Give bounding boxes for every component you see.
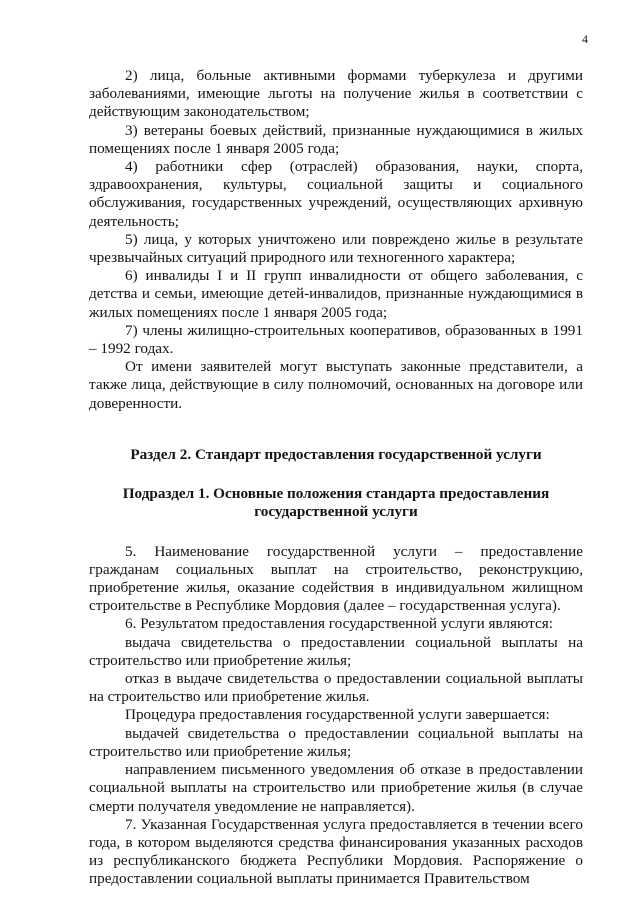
paragraph: 7) члены жилищно-строительных кооперативов, образованных в 1991 – 1992 годах. <box>89 321 583 358</box>
paragraph: направлением письменного уведомления об отказе в предоставлении социальной выплаты на строительство или приобретение жилья (в случае смерти получателя уведомление не направляется). <box>89 761 583 815</box>
paragraph: 2) лица, больные активными формами туберкулеза и другими заболеваниями, имеющие льготы на получение жилья в соответствии с действующим законодательством; <box>89 67 583 121</box>
paragraph: 6) инвалиды I и II групп инвалидности от общего заболевания, с детства и семьи, имеющие детей-инвалидов, признанные нуждающимися в жилых помещениях после 1 января 2005 года; <box>89 267 583 321</box>
page-number: 4 <box>582 32 588 46</box>
paragraph: 6. Результатом предоставления государственной услуги являются: <box>125 615 553 633</box>
paragraph: 7. Указанная Государственная услуга предоставляется в течении всего года, в котором выделяются средства финансирования указанных расходов из республиканского бюджета Республики Мордовия. Распоряжение о предоставлении социальной выплаты принимается Правительством <box>89 815 583 888</box>
paragraph: 3) ветераны боевых действий, признанные нуждающимися в жилых помещениях после 1 января 2005 года; <box>89 121 583 157</box>
paragraph: выдача свидетельства о предоставлении социальной выплаты на строительство или приобретение жилья; <box>89 633 583 669</box>
subsection-heading: Подраздел 1. Основные положения стандарта предоставления государственной услуги <box>122 485 550 520</box>
paragraph: 5. Наименование государственной услуги – предоставление гражданам социальных выплат на строительство, реконструкцию, приобретение жилья, оказание содействия в индивидуальном жилищном строительстве в Республике Мордовия (далее – государственная услуга). <box>89 542 583 615</box>
paragraph: От имени заявителей могут выступать законные представители, а также лица, действующие в силу полномочий, основанных на договоре или доверенности. <box>89 358 583 412</box>
paragraph: выдачей свидетельства о предоставлении социальной выплаты на строительство или приобретение жилья; <box>89 724 583 760</box>
paragraph: 4) работники сфер (отраслей) образования, науки, спорта, здравоохранения, культуры, социальной защиты и социального обслуживания, государственных учреждений, осуществляющих архивную деятельность; <box>89 158 583 230</box>
paragraph: Процедура предоставления государственной услуги завершается: <box>125 706 550 724</box>
document-body <box>89 67 583 889</box>
paragraph: отказ в выдаче свидетельства о предоставлении социальной выплаты на строительство или приобретение жилья. <box>89 670 583 706</box>
section-heading: Раздел 2. Стандарт предоставления государственной услуги <box>130 445 542 463</box>
paragraph: 5) лица, у которых уничтожено или повреждено жилье в результате чрезвычайных ситуаций природного или техногенного характера; <box>89 230 583 267</box>
